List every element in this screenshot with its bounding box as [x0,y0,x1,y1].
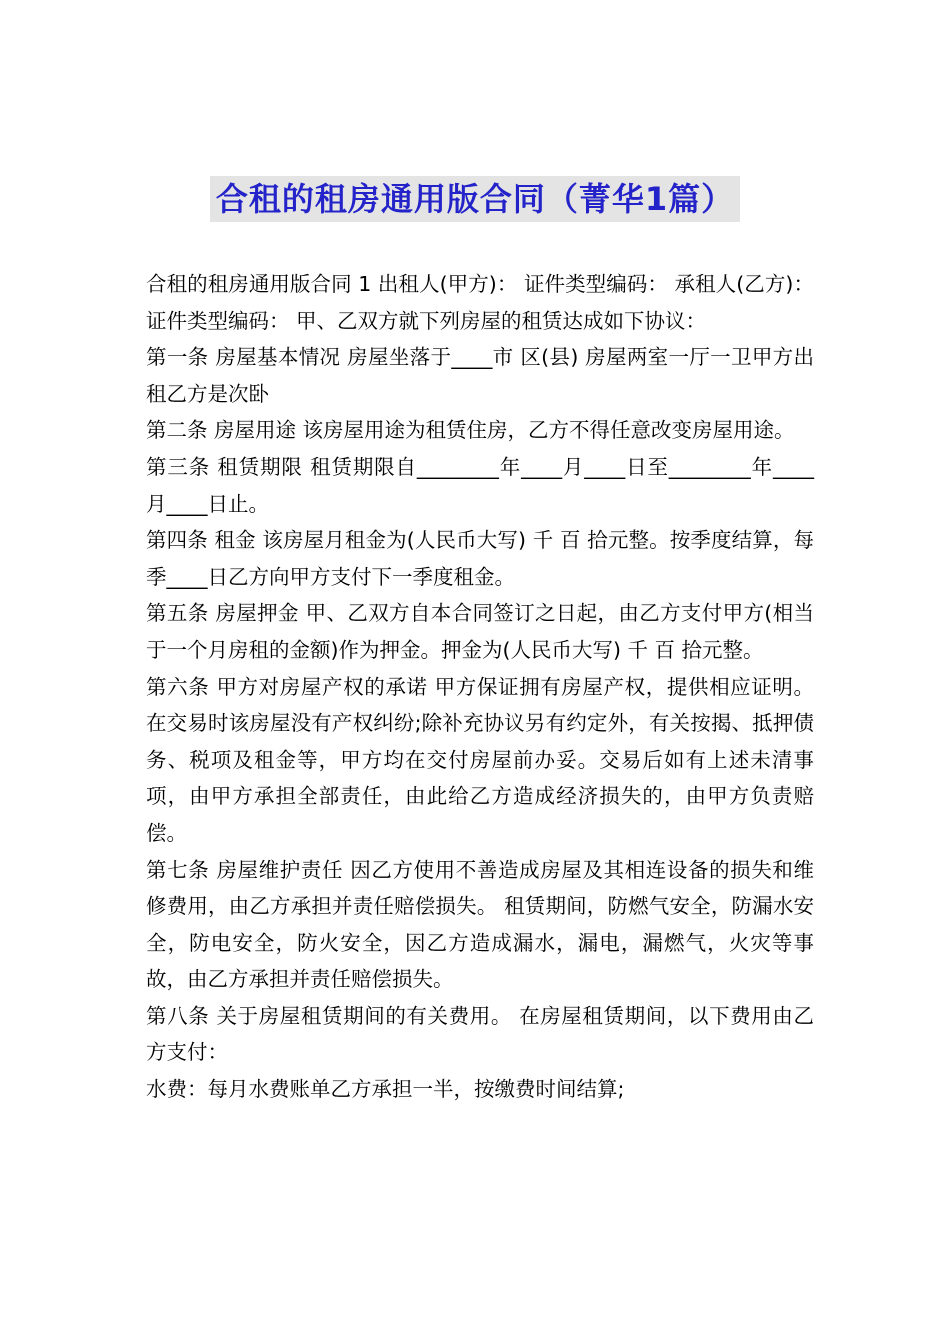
paragraph-article-6: 第六条 甲方对房屋产权的承诺 甲方保证拥有房屋产权，提供相应证明。在交易时该房屋没有产权纠纷;除补充协议另有约定外，有关按揭、抵押债务、税项及租金等，甲方均在交付房屋前办妥。交易后如有上述未清事项，由甲方承担全部责任，由此给乙方造成经济损失的，由甲方负责赔偿。 [146,674,814,845]
paragraph-article-7: 第七条 房屋维护责任 因乙方使用不善造成房屋及其相连设备的损失和维修费用，由乙方承担并责任赔偿损失。 租赁期间，防燃气安全，防漏水安全，防电安全，防火安全，因乙方造成漏水，漏电，漏燃气，火灾等事故，由乙方承担并责任赔偿损失。 [146,857,814,992]
document-title [0,176,950,222]
document-title-text: 合租的租房通用版合同（菁华1篇） [210,176,740,222]
document-body [146,266,814,1108]
paragraph-article-2: 第二条 房屋用途 该房屋用途为租赁住房，乙方不得任意改变房屋用途。 [146,418,795,443]
paragraph-article-1: 第一条 房屋基本情况 房屋坐落于____市 区(县) 房屋两室一厅一卫甲方出租乙方是次卧 [146,345,814,406]
paragraph-article-8: 第八条 关于房屋租赁期间的有关费用。 在房屋租赁期间，以下费用由乙方支付： [146,1003,814,1065]
paragraph-article-4: 第四条 租金 该房屋月租金为(人民币大写) 千 百 拾元整。按季度结算，每季____日乙方向甲方支付下一季度租金。 [146,528,814,589]
paragraph-water-fee: 水费：每月水费账单乙方承担一半，按缴费时间结算; [146,1077,625,1102]
paragraph-article-3: 第三条 租赁期限 租赁期限自________年____月____日至________年____月____日止。 [146,454,814,516]
paragraph-article-5: 第五条 房屋押金 甲、乙双方自本合同签订之日起，由乙方支付甲方(相当于一个月房租的金额)作为押金。押金为(人民币大写) 千 百 拾元整。 [146,601,814,662]
paragraph-intro: 合租的租房通用版合同 1 出租人(甲方)： 证件类型编码： 承租人(乙方)： 证件类型编码： 甲、乙双方就下列房屋的租赁达成如下协议： [146,272,814,333]
